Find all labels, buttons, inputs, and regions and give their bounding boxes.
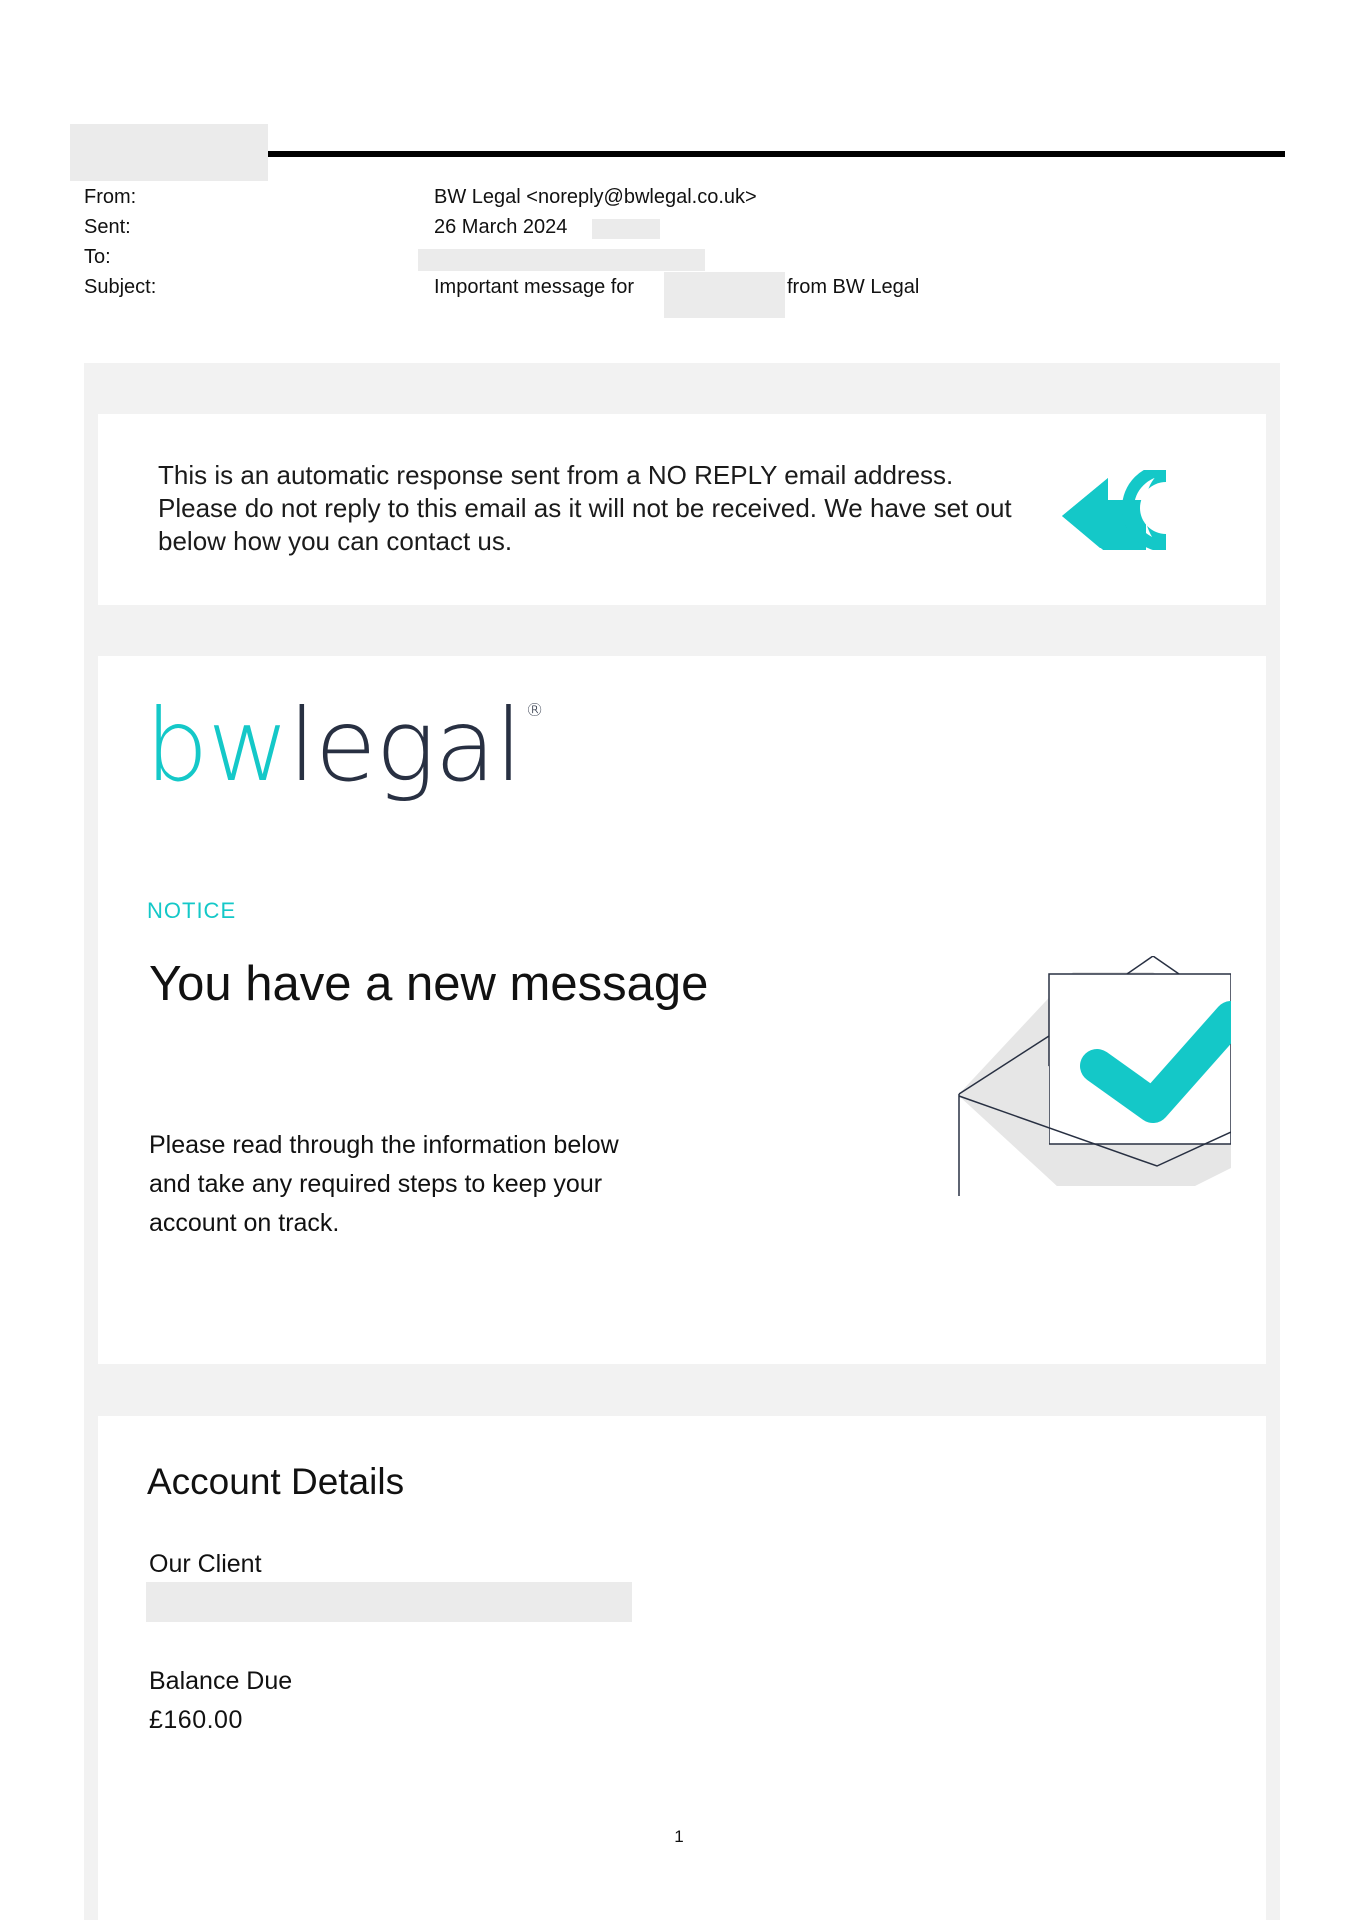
notice-label: NOTICE — [147, 898, 237, 923]
subject-label: Subject: — [84, 276, 157, 298]
headline: You have a new message — [149, 957, 709, 1011]
subject-suffix: from BW Legal — [787, 276, 920, 298]
auto-response-text: This is an automatic response sent from a NO REPLY email address. Please do not reply to this email as it will not be received. We have set out below how you can contact us. — [158, 460, 1012, 556]
header-rule — [268, 151, 1285, 157]
balance-value: £160.00 — [149, 1706, 243, 1734]
email-body-panel — [84, 363, 1280, 1920]
bwlegal-logo: bwlegal ® — [145, 687, 543, 804]
redacted-client-name — [146, 1582, 632, 1622]
subject-prefix: Important message for — [434, 276, 635, 298]
lead-text: Please read through the information below and take any required steps to keep your account on track. — [149, 1131, 619, 1237]
to-label: To: — [84, 246, 111, 268]
redacted-sender-block — [70, 124, 268, 181]
sent-label: Sent: — [84, 216, 131, 238]
redacted-sent-time — [592, 219, 660, 239]
account-details-title: Account Details — [147, 1461, 405, 1502]
message-card — [98, 656, 1266, 1364]
client-label: Our Client — [149, 1550, 262, 1578]
from-label: From: — [84, 186, 137, 208]
balance-label: Balance Due — [149, 1667, 293, 1695]
page-number: 1 — [674, 1827, 684, 1846]
redacted-subject-name — [664, 272, 785, 318]
envelope-check-icon — [957, 956, 1231, 1196]
from-value: BW Legal <noreply@bwlegal.co.uk> — [434, 186, 757, 208]
auto-response-card — [98, 414, 1266, 605]
redacted-recipient — [418, 249, 705, 271]
sent-value: 26 March 2024 — [434, 216, 568, 238]
reply-arrow-icon — [1062, 470, 1172, 550]
